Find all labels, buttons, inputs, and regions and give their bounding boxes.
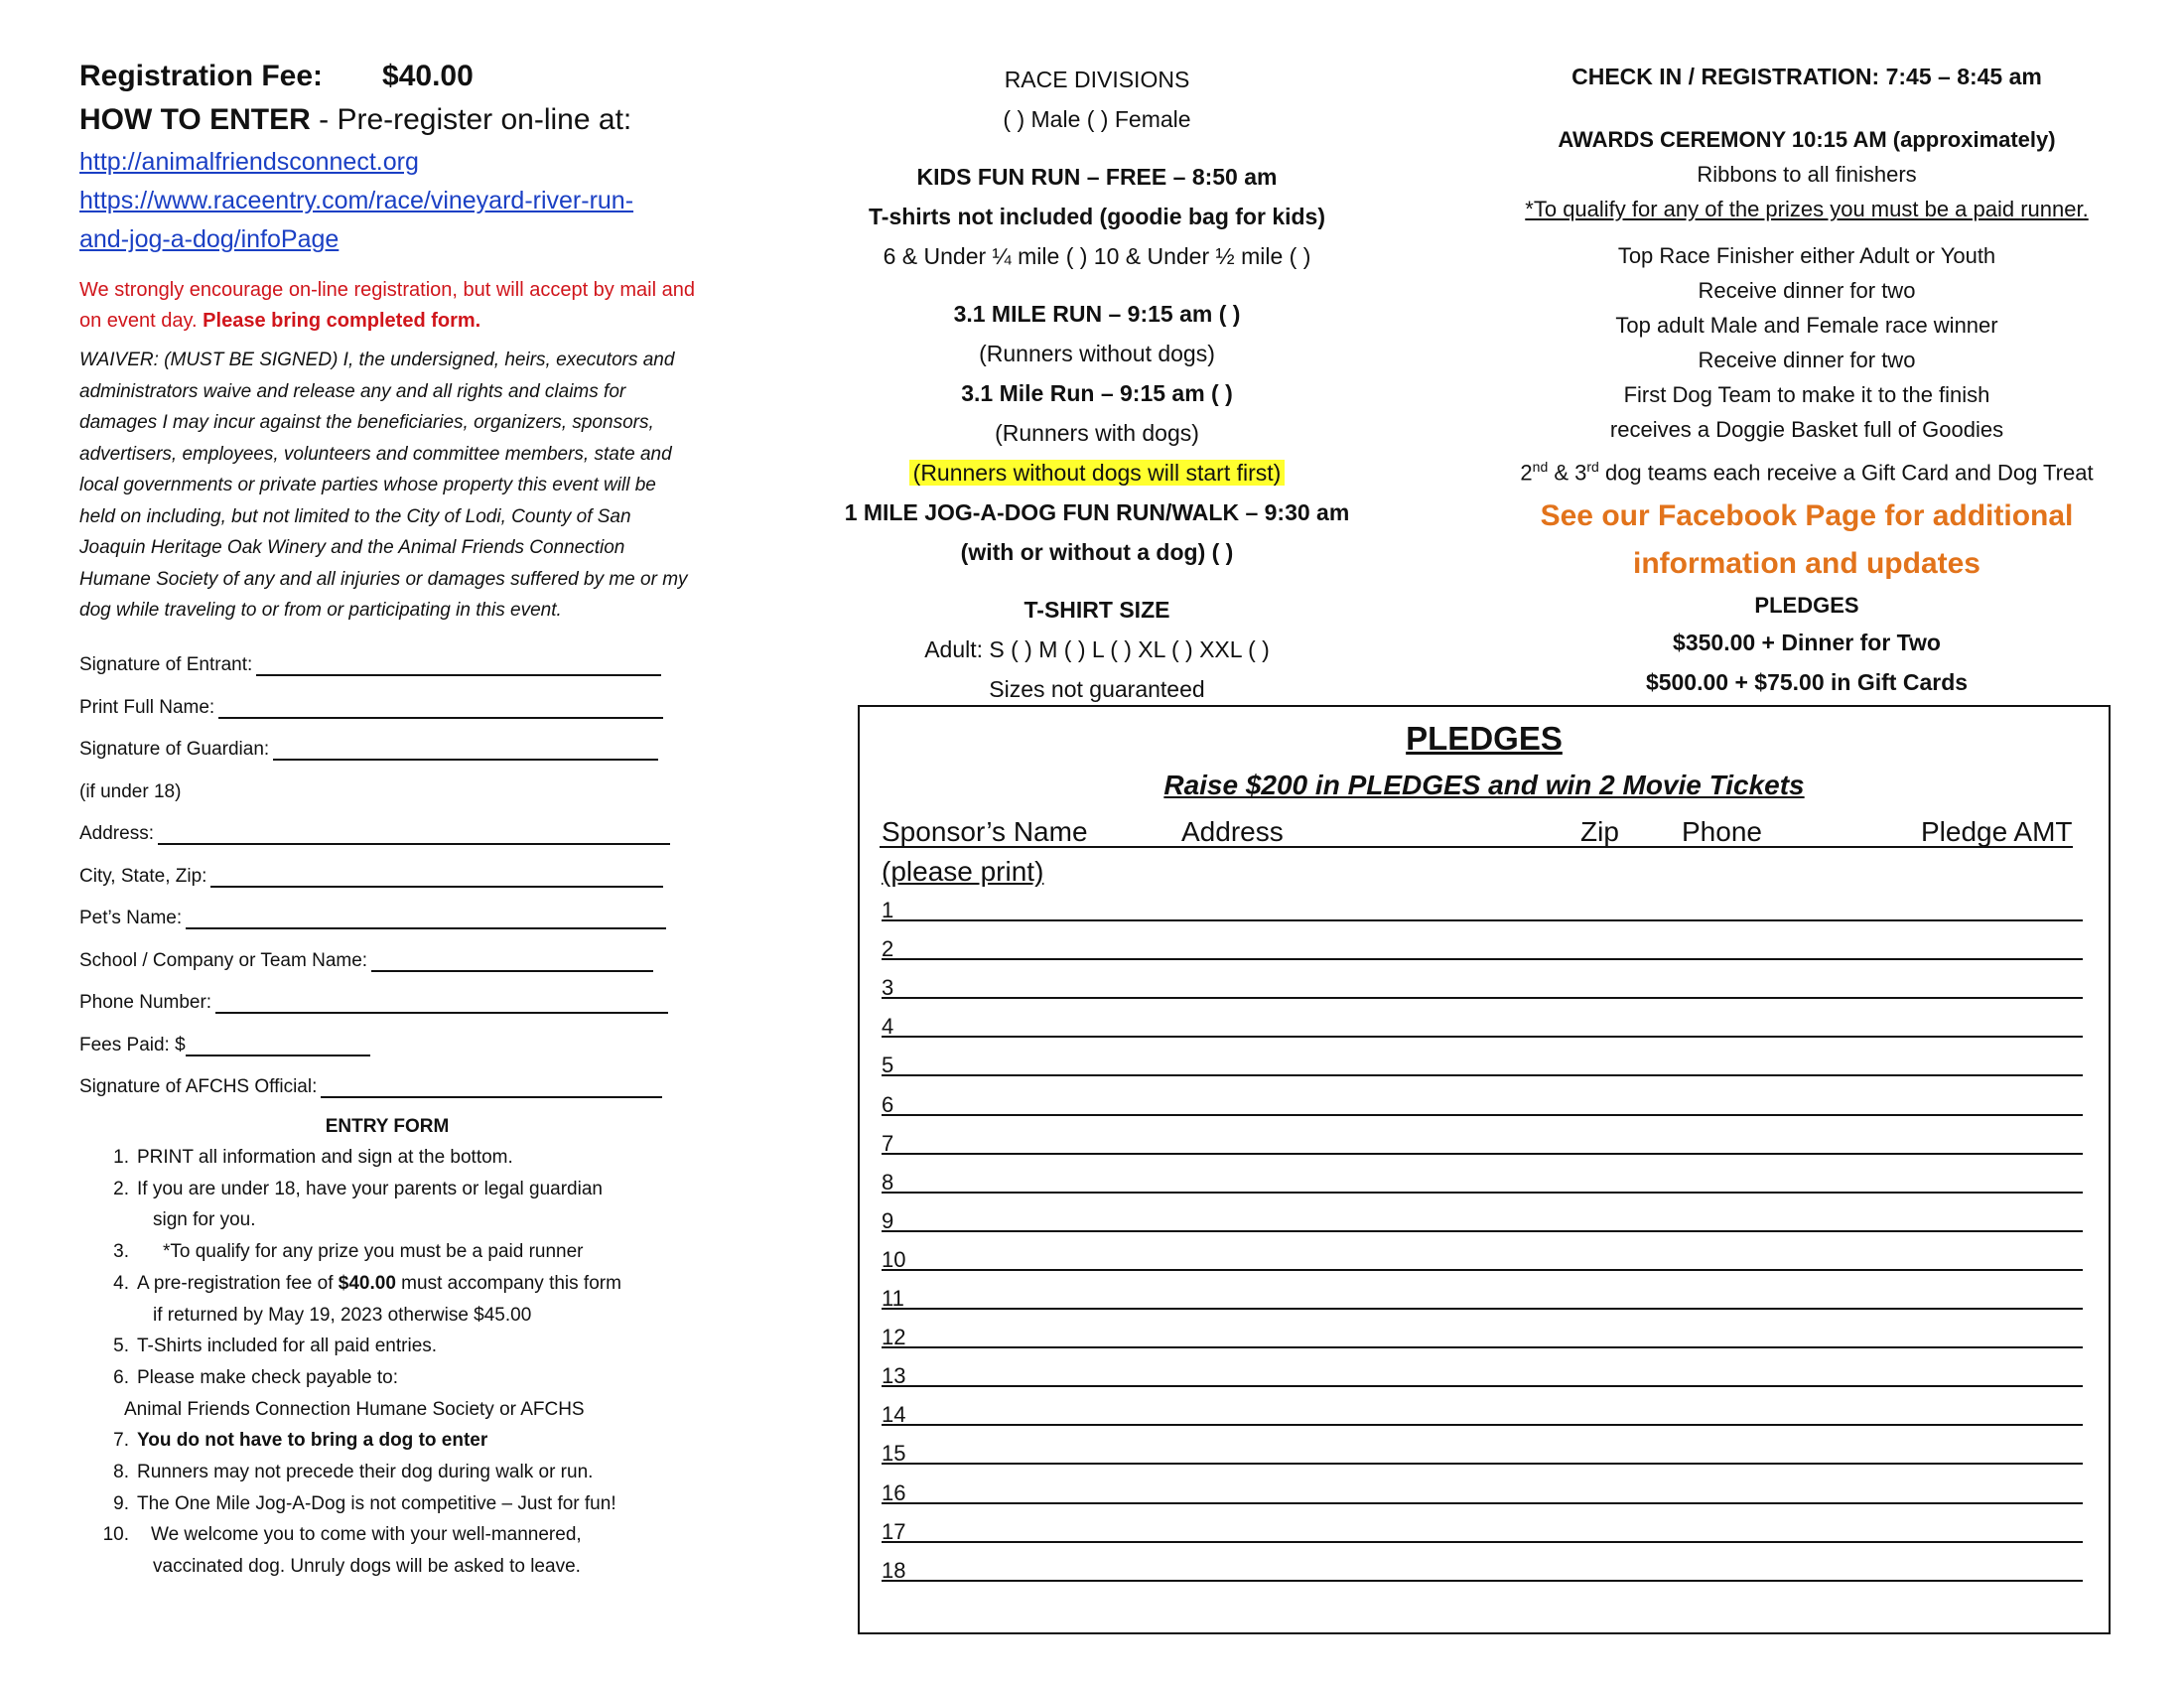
pledge-row-number: 1 <box>882 898 894 922</box>
fee-amount: $40.00 <box>382 60 474 92</box>
pledge-row-number: 6 <box>882 1091 894 1117</box>
field-line <box>210 866 663 888</box>
field-label: Signature of Entrant: <box>79 654 253 675</box>
field-line <box>218 697 663 719</box>
col-address: Address <box>1181 816 1284 847</box>
field-line <box>371 950 653 972</box>
list-item-cont: if returned by May 19, 2023 otherwise $45.00 <box>153 1304 532 1326</box>
red-text: We strongly encourage on-line registration, but will accept by mail and on event day. <box>79 279 695 332</box>
awards-ceremony: AWARDS CEREMONY 10:15 AM (approximately) <box>1558 127 2056 152</box>
list-item: 7. You do not have to bring a dog to enter <box>113 1430 488 1452</box>
pledge-row-number: 3 <box>882 975 894 1001</box>
kids-options[interactable]: 6 & Under ¼ mile ( ) 10 & Under ½ mile ( ) <box>883 243 1311 269</box>
pledge-row-number: 4 <box>882 1014 894 1040</box>
list-item: 8. Runners may not precede their dog during walk or run. <box>113 1462 594 1483</box>
howto-bold: HOW TO ENTER <box>79 103 311 136</box>
pledge-row-line[interactable] <box>882 1346 2083 1348</box>
prize-line: Receive dinner for two <box>1698 348 1916 372</box>
right-column <box>1499 60 2115 702</box>
pet-name-field[interactable] <box>79 888 695 930</box>
run-3-1-no-dogs[interactable]: 3.1 MILE RUN – 9:15 am ( ) <box>953 301 1241 327</box>
pledge-row-line[interactable] <box>882 1074 2083 1076</box>
pledges-heading: PLEDGES <box>1754 593 1859 619</box>
jog-a-dog-option[interactable]: (with or without a dog) ( ) <box>960 539 1234 565</box>
field-label: Signature of Guardian: <box>79 739 270 760</box>
prize-line: First Dog Team to make it to the finish <box>1623 382 1990 407</box>
pledge-row-number: 7 <box>882 1130 894 1156</box>
link-raceentry[interactable] <box>79 182 695 259</box>
tshirt-sizes[interactable]: Adult: S ( ) M ( ) L ( ) XL ( ) XXL ( ) <box>924 636 1270 662</box>
sig-entrant-field[interactable] <box>79 634 695 677</box>
start-first-highlight: (Runners without dogs will start first) <box>909 460 1286 486</box>
pledge-row-line[interactable] <box>882 1502 2083 1504</box>
field-line <box>186 908 666 929</box>
run-3-1-with-dogs-note: (Runners with dogs) <box>995 420 1199 446</box>
prize-line: receives a Doggie Basket full of Goodies <box>1609 417 2004 442</box>
pledge-row-number: 16 <box>882 1479 906 1505</box>
ribbons: Ribbons to all finishers <box>1697 162 1917 187</box>
field-line <box>256 654 661 676</box>
link-raceentry-a: https://www.raceentry.com/race/vineyard-river-run- <box>79 187 634 214</box>
pledge-row-number: 15 <box>882 1441 906 1467</box>
pledge-row-line[interactable] <box>882 1269 2083 1271</box>
pledge-row-line[interactable] <box>882 1580 2083 1582</box>
red-bold: Please bring completed form. <box>203 310 481 332</box>
run-3-1-with-dogs[interactable]: 3.1 Mile Run – 9:15 am ( ) <box>961 380 1233 406</box>
pledge-row-line[interactable] <box>882 997 2083 999</box>
pledge-row-number: 2 <box>882 936 894 962</box>
pledge-row-number: 17 <box>882 1518 906 1544</box>
kids-fun-run: KIDS FUN RUN – FREE – 8:50 am <box>916 164 1278 190</box>
pledge-subtitle: Raise $200 in PLEDGES and win 2 Movie Tickets <box>1163 770 1805 800</box>
tshirt-note: T-shirts not included (goodie bag for kids) <box>869 204 1325 229</box>
field-label: Address: <box>79 823 154 844</box>
facebook-note-1: See our Facebook Page for additional <box>1540 499 2074 533</box>
list-item: 1. PRINT all information and sign at the bottom. <box>113 1147 513 1168</box>
field-label: Signature of AFCHS Official: <box>79 1076 318 1097</box>
city-field[interactable] <box>79 845 695 888</box>
list-item: 9. The One Mile Jog-A-Dog is not competitive – Just for fun! <box>113 1492 616 1514</box>
list-item: 6. Please make check payable to: <box>113 1366 398 1388</box>
field-label: (if under 18) <box>79 780 182 802</box>
header-underline <box>880 846 2073 848</box>
field-label: Phone Number: <box>79 992 212 1013</box>
pledge-row-number: 14 <box>882 1402 906 1428</box>
pledge-row-number: 13 <box>882 1363 906 1389</box>
list-item: 2. If you are under 18, have your parents or legal guardian <box>113 1178 603 1199</box>
pledge-row-number: 5 <box>882 1053 894 1078</box>
list-item-cont: Animal Friends Connection Humane Society or AFCHS <box>124 1398 585 1420</box>
col-zip: Zip <box>1580 816 1619 847</box>
sig-guardian-field[interactable] <box>79 719 695 762</box>
field-label: Fees Paid: $ <box>79 1034 186 1055</box>
pledge-row-line[interactable] <box>882 1114 2083 1116</box>
pledge-row-line[interactable] <box>882 1230 2083 1232</box>
list-item-cont: sign for you. <box>153 1209 256 1231</box>
pledge-row-number: 8 <box>882 1169 894 1195</box>
field-line <box>321 1076 662 1098</box>
field-label: School / Company or Team Name: <box>79 949 368 971</box>
link-raceentry-b: and-jog-a-dog/infoPage <box>79 225 340 253</box>
pledge-row-line[interactable] <box>882 1308 2083 1310</box>
how-to-enter <box>79 103 695 137</box>
pledge-tier-2: $500.00 + $75.00 in Gift Cards <box>1645 669 1969 696</box>
field-line <box>186 1035 370 1056</box>
field-label: Pet’s Name: <box>79 908 183 928</box>
sig-official-field[interactable] <box>79 1056 695 1099</box>
facebook-note-2: information and updates <box>1632 547 1980 581</box>
entry-form-list <box>79 1142 695 1583</box>
checkin-time: CHECK IN / REGISTRATION: 7:45 – 8:45 am <box>1571 64 2042 89</box>
middle-column <box>804 60 1390 709</box>
run-3-1-no-dogs-note: (Runners without dogs) <box>979 341 1215 366</box>
tshirt-size-title: T-SHIRT SIZE <box>1024 597 1170 623</box>
address-field[interactable] <box>79 803 695 846</box>
pledge-row-number: 11 <box>882 1286 904 1311</box>
pledge-row-line[interactable] <box>882 1541 2083 1543</box>
waiver-text: WAIVER: (MUST BE SIGNED) I, the undersigned, heirs, executors and administrators waive and release any and all rights and claims for damages I may incur against the beneficiaries, organizers, sponsors, advertisers, employees, volunteers and committee members, state and local governments or private parties whose property this event will be held on including, but not limited to the City of Lodi, County of San Joaquin Heritage Oak Winery and the Animal Friends Connection Humane Society of any and all injuries or damages suffered by me or my dog while traveling to or from or participating in this event. <box>79 350 688 621</box>
col-pledge-amt: Pledge AMT <box>1921 816 2073 847</box>
entry-form-title: ENTRY FORM <box>325 1116 450 1137</box>
pledge-row-line[interactable] <box>882 1385 2083 1387</box>
field-line <box>273 739 658 761</box>
pledge-tier-1: $350.00 + Dinner for Two <box>1673 630 1941 656</box>
list-item: 4. A pre-registration fee of $40.00 must accompany this form <box>113 1272 621 1294</box>
field-label: City, State, Zip: <box>79 865 207 887</box>
field-line <box>158 823 670 845</box>
qualify-note: *To qualify for any of the prizes you must be a paid runner. <box>1525 197 2089 221</box>
jog-a-dog: 1 MILE JOG-A-DOG FUN RUN/WALK – 9:30 am <box>844 499 1350 525</box>
link-animalfriends[interactable]: http://animalfriendsconnect.org <box>79 148 419 176</box>
phone-field[interactable] <box>79 972 695 1015</box>
list-item: 5. T-Shirts included for all paid entries. <box>113 1336 438 1357</box>
prize-line: Top adult Male and Female race winner <box>1615 313 1998 338</box>
field-line <box>215 992 668 1014</box>
prize-line-2nd-3rd: 2nd & 3rd dog teams each receive a Gift Card and Dog Treat <box>1520 459 2094 486</box>
pledge-row-number: 9 <box>882 1207 894 1233</box>
pledge-row-line[interactable] <box>882 1036 2083 1038</box>
pledge-row-line[interactable] <box>882 1424 2083 1426</box>
prize-line: Receive dinner for two <box>1698 278 1916 303</box>
prize-line: Top Race Finisher either Adult or Youth <box>1617 243 1996 268</box>
list-item-cont: vaccinated dog. Unruly dogs will be asked to leave. <box>153 1556 581 1578</box>
list-item: 3. *To qualify for any prize you must be a paid runner <box>113 1241 584 1263</box>
entrant-fields <box>79 634 695 1099</box>
col-phone: Phone <box>1682 816 1762 847</box>
sizes-note: Sizes not guaranteed <box>989 676 1205 702</box>
pledge-title: PLEDGES <box>1406 720 1563 757</box>
school-field[interactable] <box>79 929 695 972</box>
left-column <box>79 60 695 1583</box>
col-sponsor-name: Sponsor’s Name <box>882 816 1088 847</box>
pledge-row-number: 12 <box>882 1325 906 1350</box>
pledge-row-line[interactable] <box>882 1463 2083 1465</box>
please-print: (please print) <box>882 856 1044 887</box>
pledge-row-number: 18 <box>882 1557 906 1583</box>
list-item: 10. We welcome you to come with your well-mannered, <box>102 1524 582 1546</box>
pledge-row-line[interactable] <box>882 958 2083 960</box>
howto-rest: - Pre-register on-line at: <box>310 103 632 136</box>
pledge-row-line[interactable] <box>882 1153 2083 1155</box>
pledge-row-number: 10 <box>882 1246 906 1272</box>
pledge-row-line[interactable] <box>882 919 2083 921</box>
fees-paid-field[interactable] <box>79 1014 695 1056</box>
pledge-row-line[interactable] <box>882 1192 2083 1194</box>
online-note <box>79 275 695 337</box>
registration-fee <box>79 60 695 93</box>
fee-label: Registration Fee: <box>79 60 324 92</box>
print-name-field[interactable] <box>79 676 695 719</box>
field-label: Print Full Name: <box>79 696 215 718</box>
race-divisions-title: RACE DIVISIONS <box>1004 67 1190 92</box>
gender-options[interactable]: ( ) Male ( ) Female <box>1003 106 1191 132</box>
if-under-18 <box>79 761 695 803</box>
